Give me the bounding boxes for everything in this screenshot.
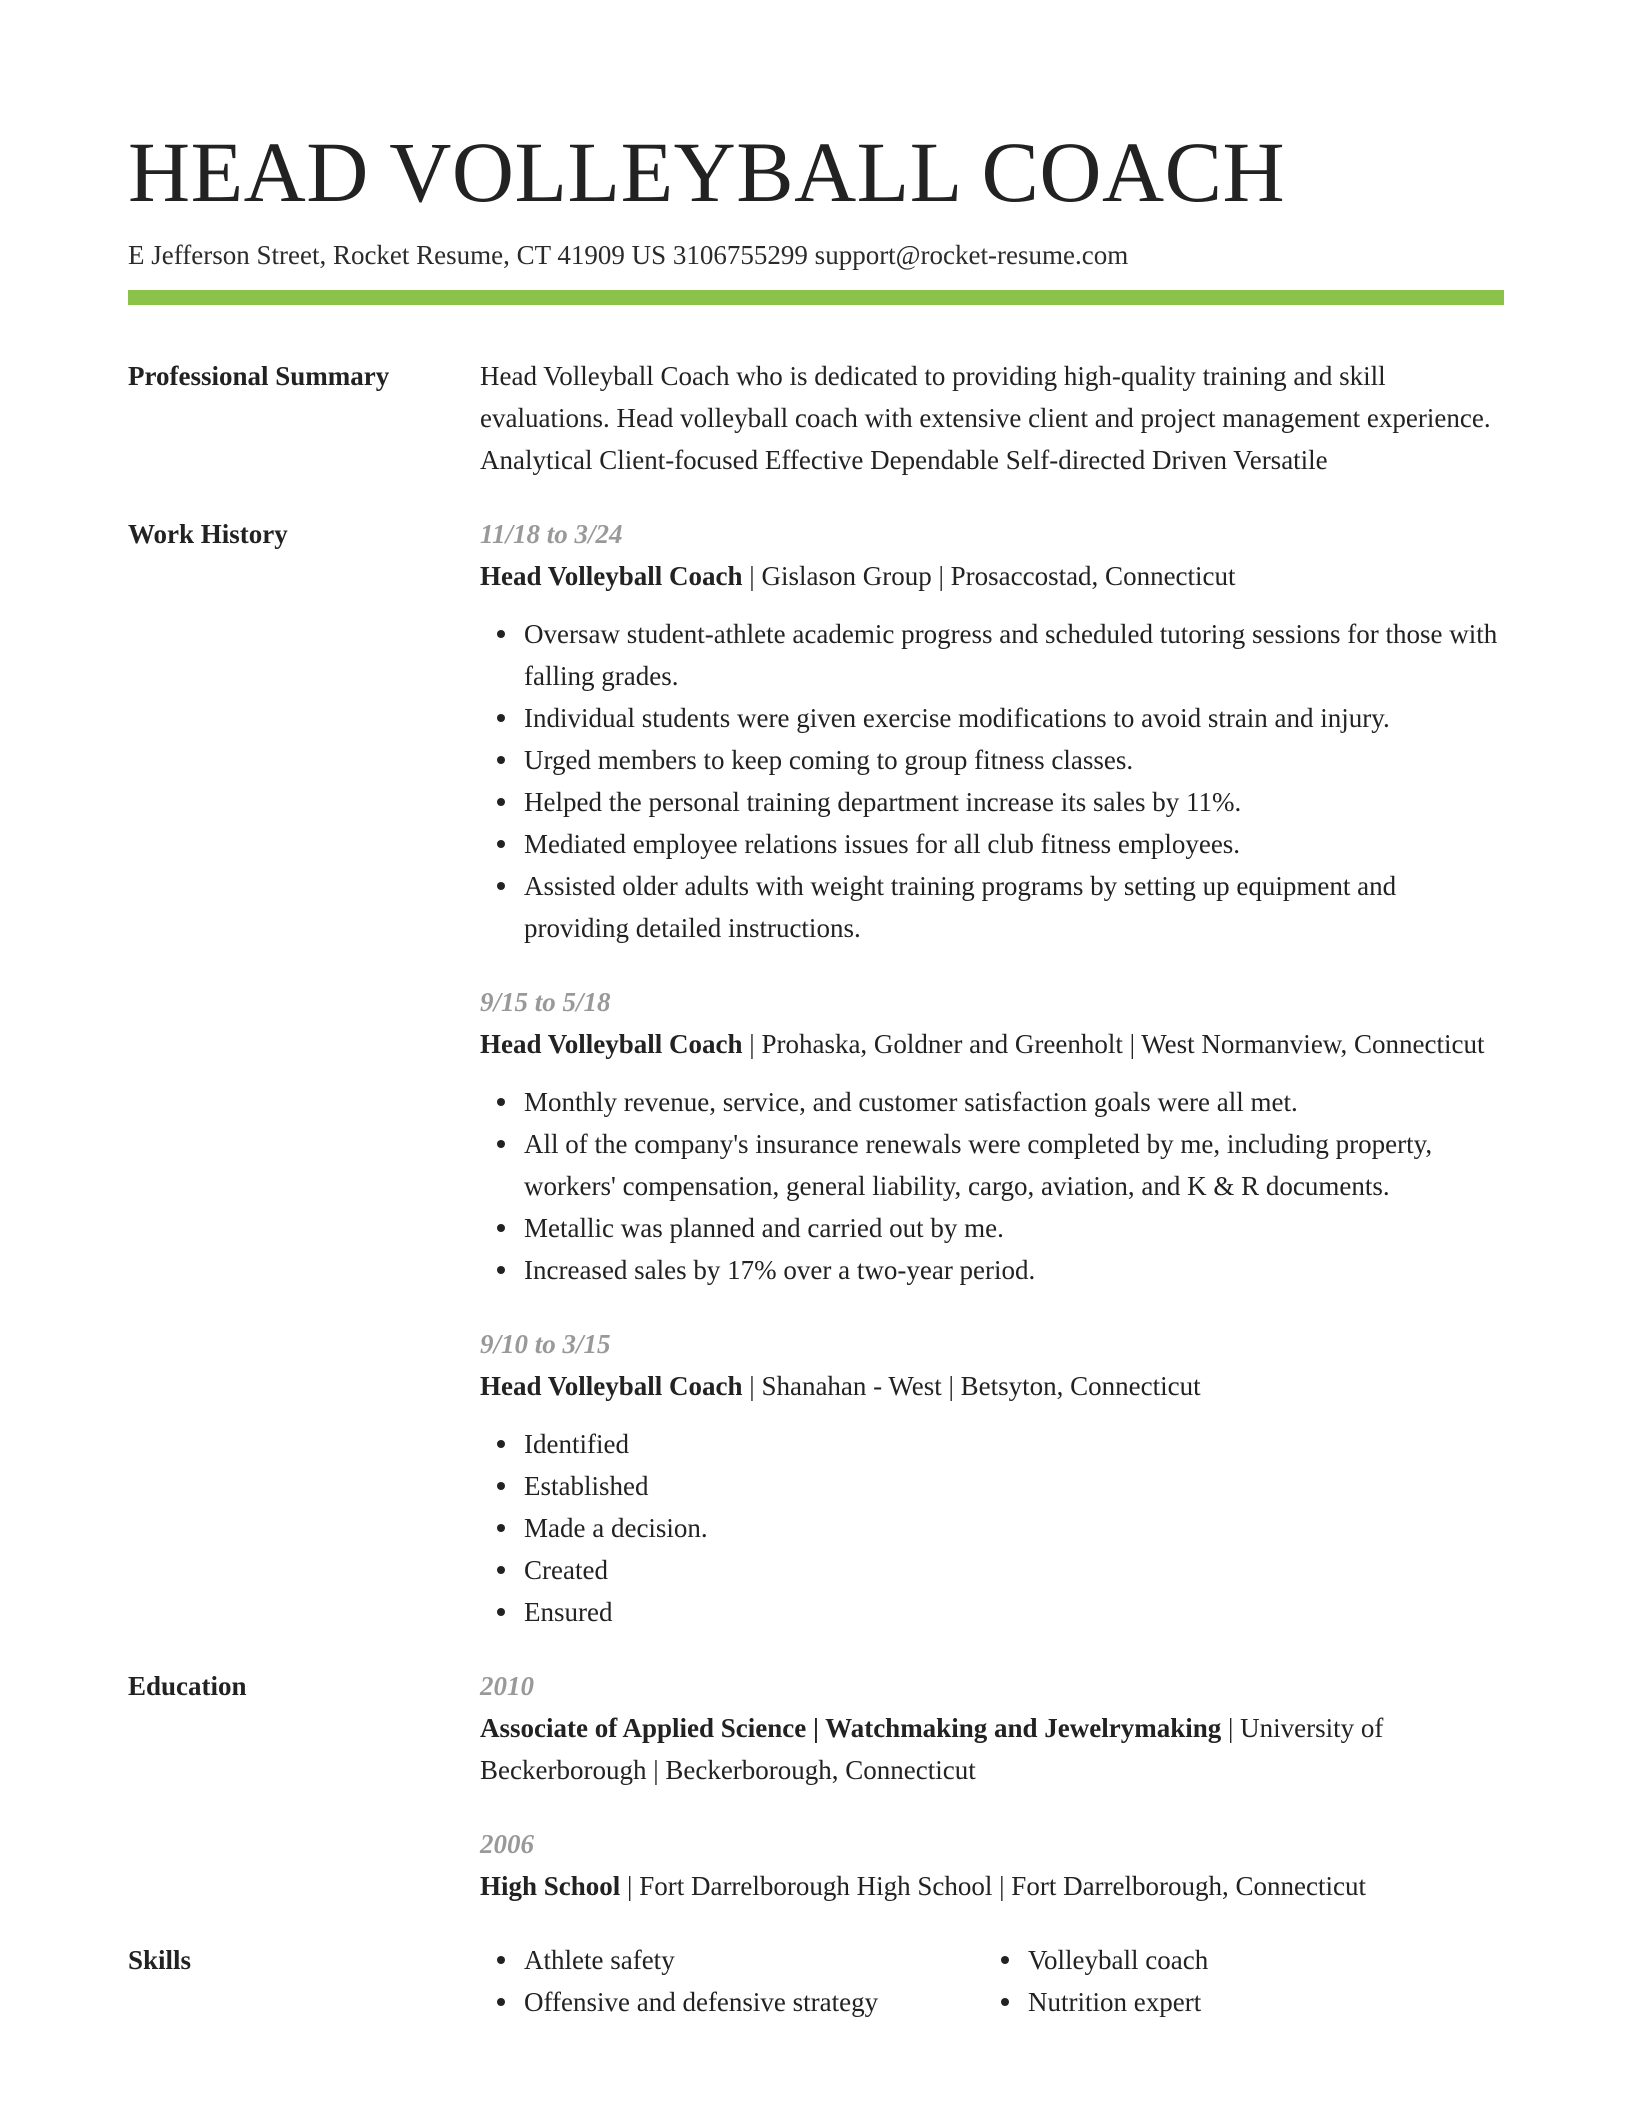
list-item: Established	[524, 1465, 1504, 1507]
skills-list	[480, 1939, 984, 2023]
job-duties	[480, 1081, 1504, 1291]
education-heading-line	[480, 1865, 1504, 1907]
job-entry	[480, 1323, 1504, 1633]
job-dates: 9/10 to 3/15	[480, 1329, 611, 1359]
resume-title: HEAD VOLLEYBALL COACH	[128, 124, 1286, 220]
skills-list	[984, 1939, 1488, 2023]
job-company: | Prohaska, Goldner and Greenholt | West Normanview, Connecticut	[742, 1029, 1485, 1059]
job-heading	[480, 555, 1504, 597]
skills-section	[128, 1939, 1504, 2023]
accent-divider	[128, 290, 1504, 305]
summary-heading: Professional Summary	[128, 361, 390, 391]
education-heading-line	[480, 1707, 1504, 1791]
job-entry	[480, 981, 1504, 1291]
degree-title: Associate of Applied Science | Watchmaking and Jewelrymaking	[480, 1713, 1222, 1743]
work-history-section	[128, 513, 1504, 1633]
list-item: Monthly revenue, service, and customer satisfaction goals were all met.	[524, 1081, 1504, 1123]
list-item: Ensured	[524, 1591, 1504, 1633]
education-section	[128, 1665, 1504, 1907]
summary-text: Head Volleyball Coach who is dedicated to providing high-quality training and skill evaluations. Head volleyball coach with extensive client and project management experience. Analytical Client-focused Effective Dependable Self-directed Driven Versatile	[480, 361, 1491, 475]
list-item: Urged members to keep coming to group fitness classes.	[524, 739, 1504, 781]
list-item: Created	[524, 1549, 1504, 1591]
list-item: Volleyball coach	[1028, 1939, 1488, 1981]
job-entry	[480, 513, 1504, 949]
list-item: Offensive and defensive strategy	[524, 1981, 984, 2023]
resume-page	[128, 0, 1504, 2023]
job-heading	[480, 1365, 1504, 1407]
education-body	[480, 1665, 1504, 1907]
work-history-heading: Work History	[128, 519, 288, 549]
job-heading	[480, 1023, 1504, 1065]
education-heading: Education	[128, 1671, 247, 1701]
list-item: Helped the personal training department increase its sales by 11%.	[524, 781, 1504, 823]
list-item: All of the company's insurance renewals were completed by me, including property, workers' compensation, general liability, cargo, aviation, and K & R documents.	[524, 1123, 1504, 1207]
job-company: | Shanahan - West | Betsyton, Connecticut	[742, 1371, 1201, 1401]
list-item: Identified	[524, 1423, 1504, 1465]
list-item: Increased sales by 17% over a two-year period.	[524, 1249, 1504, 1291]
list-item: Metallic was planned and carried out by me.	[524, 1207, 1504, 1249]
job-title: Head Volleyball Coach	[480, 561, 743, 591]
job-title: Head Volleyball Coach	[480, 1029, 743, 1059]
job-title: Head Volleyball Coach	[480, 1371, 743, 1401]
education-entry	[480, 1823, 1504, 1907]
skills-body	[480, 1939, 1504, 2023]
degree-title: High School	[480, 1871, 621, 1901]
education-year: 2010	[480, 1671, 534, 1701]
list-item: Nutrition expert	[1028, 1981, 1488, 2023]
list-item: Oversaw student-athlete academic progress and scheduled tutoring sessions for those with falling grades.	[524, 613, 1504, 697]
contact-line: E Jefferson Street, Rocket Resume, CT 41909 US 3106755299 support@rocket-resume.com	[128, 240, 1129, 270]
summary-section	[128, 355, 1504, 481]
education-year: 2006	[480, 1829, 534, 1859]
education-entry	[480, 1665, 1504, 1791]
list-item: Mediated employee relations issues for all club fitness employees.	[524, 823, 1504, 865]
school-details: | Fort Darrelborough High School | Fort Darrelborough, Connecticut	[620, 1871, 1366, 1901]
list-item: Individual students were given exercise modifications to avoid strain and injury.	[524, 697, 1504, 739]
skills-column-left	[480, 1939, 984, 2023]
job-duties	[480, 1423, 1504, 1633]
job-dates: 9/15 to 5/18	[480, 987, 611, 1017]
job-dates: 11/18 to 3/24	[480, 519, 623, 549]
list-item: Assisted older adults with weight training programs by setting up equipment and providing detailed instructions.	[524, 865, 1504, 949]
job-duties	[480, 613, 1504, 949]
skills-heading: Skills	[128, 1945, 192, 1975]
skills-column-right	[984, 1939, 1488, 2023]
work-history-body	[480, 513, 1504, 1633]
list-item: Made a decision.	[524, 1507, 1504, 1549]
job-company: | Gislason Group | Prosaccostad, Connecticut	[742, 561, 1236, 591]
list-item: Athlete safety	[524, 1939, 984, 1981]
school-details: | University of Beckerborough | Beckerborough, Connecticut	[480, 1713, 1384, 1785]
